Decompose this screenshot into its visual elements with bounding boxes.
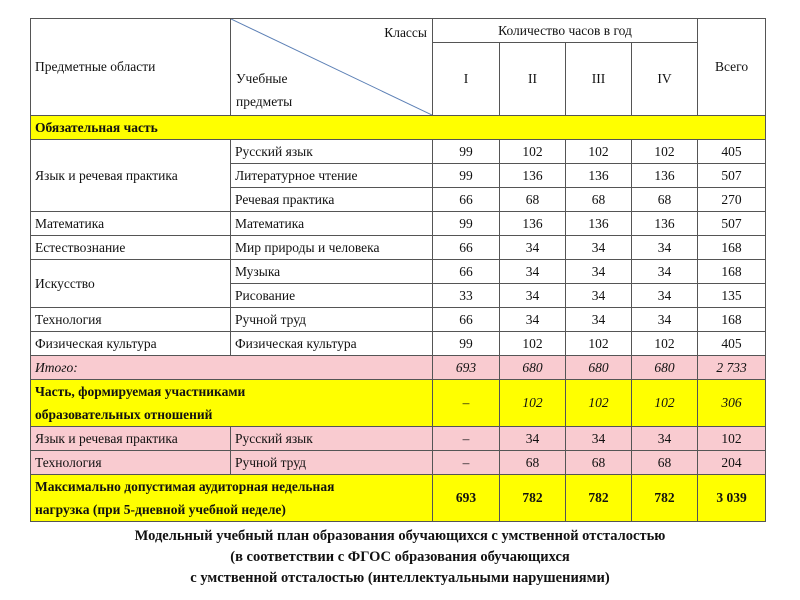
- hours-cell: 68: [500, 451, 566, 475]
- area-cell: Математика: [31, 212, 231, 236]
- subject-cell: Математика: [231, 212, 433, 236]
- hours-cell: 680: [500, 356, 566, 380]
- area-cell: Технология: [31, 308, 231, 332]
- hours-cell: 34: [566, 260, 632, 284]
- table-row: [31, 427, 766, 451]
- total-cell: 405: [698, 140, 766, 164]
- hours-cell: 34: [566, 308, 632, 332]
- table-row: [31, 212, 766, 236]
- hours-cell: –: [433, 380, 500, 427]
- hours-cell: 102: [500, 140, 566, 164]
- hours-cell: 34: [500, 260, 566, 284]
- subject-cell: Ручной труд: [231, 308, 433, 332]
- hours-cell: 68: [566, 451, 632, 475]
- totals-label: Итого:: [31, 356, 433, 380]
- total-cell: 2 733: [698, 356, 766, 380]
- hours-cell: 102: [566, 380, 632, 427]
- subject-cell: Физическая культура: [231, 332, 433, 356]
- hours-cell: 34: [566, 284, 632, 308]
- header-subjects: Учебные предметы: [236, 71, 293, 109]
- table-row: [31, 451, 766, 475]
- table-row: [31, 308, 766, 332]
- hours-cell: 136: [632, 164, 698, 188]
- totals-row: [31, 356, 766, 380]
- total-cell: 204: [698, 451, 766, 475]
- area-cell: Физическая культура: [31, 332, 231, 356]
- hours-cell: 782: [500, 475, 566, 522]
- hours-cell: 33: [433, 284, 500, 308]
- hours-cell: 99: [433, 164, 500, 188]
- area-cell: Искусство: [31, 260, 231, 308]
- hours-cell: 66: [433, 260, 500, 284]
- total-cell: 3 039: [698, 475, 766, 522]
- header-classes: Классы: [384, 25, 427, 40]
- total-cell: 507: [698, 212, 766, 236]
- hours-cell: 136: [566, 212, 632, 236]
- subject-cell: Литературное чтение: [231, 164, 433, 188]
- subject-cell: Речевая практика: [231, 188, 433, 212]
- total-cell: 306: [698, 380, 766, 427]
- table-row: [31, 140, 766, 164]
- hours-cell: 68: [566, 188, 632, 212]
- hours-cell: 34: [500, 308, 566, 332]
- total-cell: 135: [698, 284, 766, 308]
- subject-cell: Мир природы и человека: [231, 236, 433, 260]
- header-subject-areas: Предметные области: [31, 19, 231, 116]
- hours-cell: 680: [632, 356, 698, 380]
- hours-cell: 136: [632, 212, 698, 236]
- section-mandatory-label: Обязательная часть: [31, 116, 766, 140]
- header-grade: I: [433, 43, 500, 116]
- section-mandatory-row: [31, 116, 766, 140]
- hours-cell: 102: [500, 332, 566, 356]
- hours-cell: 102: [566, 332, 632, 356]
- header-grade: II: [500, 43, 566, 116]
- hours-cell: 102: [632, 140, 698, 164]
- header-grade: III: [566, 43, 632, 116]
- hours-cell: 136: [566, 164, 632, 188]
- total-cell: 270: [698, 188, 766, 212]
- hours-cell: 782: [566, 475, 632, 522]
- total-cell: 102: [698, 427, 766, 451]
- hours-cell: 680: [566, 356, 632, 380]
- hours-cell: 34: [500, 427, 566, 451]
- header-hours-per-year: Количество часов в год: [433, 19, 698, 43]
- hours-cell: 34: [566, 427, 632, 451]
- hours-cell: –: [433, 451, 500, 475]
- hours-cell: 34: [632, 308, 698, 332]
- total-cell: 168: [698, 308, 766, 332]
- hours-cell: 68: [632, 188, 698, 212]
- header-grade: IV: [632, 43, 698, 116]
- hours-cell: 66: [433, 308, 500, 332]
- subject-cell: Русский язык: [231, 427, 433, 451]
- hours-cell: 34: [632, 427, 698, 451]
- subject-cell: Рисование: [231, 284, 433, 308]
- table-row: [31, 260, 766, 284]
- total-cell: 507: [698, 164, 766, 188]
- hours-cell: –: [433, 427, 500, 451]
- hours-cell: 102: [632, 380, 698, 427]
- hours-cell: 99: [433, 140, 500, 164]
- section-optional-label: Часть, формируемая участниками образовательных отношений: [31, 380, 433, 427]
- hours-cell: 782: [632, 475, 698, 522]
- hours-cell: 66: [433, 236, 500, 260]
- hours-cell: 693: [433, 356, 500, 380]
- subject-cell: Русский язык: [231, 140, 433, 164]
- area-cell: Технология: [31, 451, 231, 475]
- max-load-row: [31, 475, 766, 522]
- hours-cell: 34: [500, 236, 566, 260]
- hours-cell: 99: [433, 212, 500, 236]
- hours-cell: 66: [433, 188, 500, 212]
- hours-cell: 102: [500, 380, 566, 427]
- hours-cell: 102: [632, 332, 698, 356]
- caption-line: с умственной отсталостью (интеллектуальными нарушениями): [190, 570, 610, 586]
- hours-cell: 68: [632, 451, 698, 475]
- hours-cell: 34: [632, 260, 698, 284]
- caption-line: (в соответствии с ФГОС образования обучающихся: [230, 549, 570, 565]
- hours-cell: 34: [566, 236, 632, 260]
- hours-cell: 136: [500, 164, 566, 188]
- area-cell: Язык и речевая практика: [31, 140, 231, 212]
- hours-cell: 99: [433, 332, 500, 356]
- header-corner-cell: [231, 19, 433, 116]
- subject-cell: Ручной труд: [231, 451, 433, 475]
- hours-cell: 693: [433, 475, 500, 522]
- header-total: Всего: [698, 19, 766, 116]
- hours-cell: 136: [500, 212, 566, 236]
- table-row: [31, 332, 766, 356]
- section-optional-row: [31, 380, 766, 427]
- table-row: [31, 236, 766, 260]
- total-cell: 168: [698, 260, 766, 284]
- hours-cell: 102: [566, 140, 632, 164]
- table-caption: [0, 526, 800, 589]
- total-cell: 405: [698, 332, 766, 356]
- subject-cell: Музыка: [231, 260, 433, 284]
- curriculum-table: [30, 18, 766, 522]
- total-cell: 168: [698, 236, 766, 260]
- hours-cell: 34: [632, 236, 698, 260]
- hours-cell: 34: [500, 284, 566, 308]
- max-load-label: Максимально допустимая аудиторная недельная нагрузка (при 5-дневной учебной неделе): [31, 475, 433, 522]
- hours-cell: 34: [632, 284, 698, 308]
- area-cell: Язык и речевая практика: [31, 427, 231, 451]
- caption-line: Модельный учебный план образования обучающихся с умственной отсталостью: [134, 528, 666, 544]
- area-cell: Естествознание: [31, 236, 231, 260]
- hours-cell: 68: [500, 188, 566, 212]
